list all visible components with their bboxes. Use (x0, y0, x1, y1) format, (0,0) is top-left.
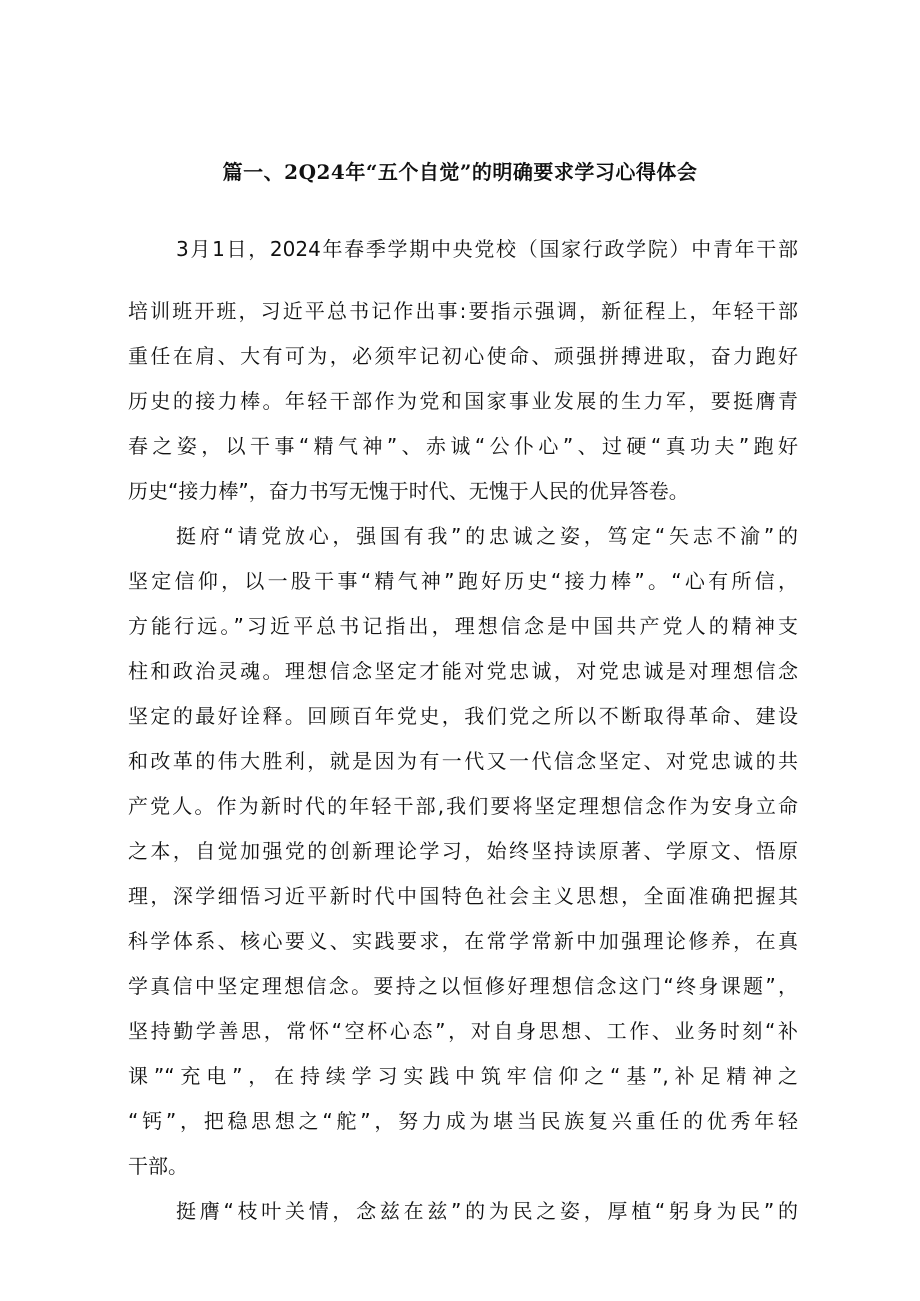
document-title: 篇一、2Q24年“五个自觉”的明确要求学习心得体会 (222, 160, 698, 184)
paragraph-1-line-2: 培训班开班，习近平总书记作出事:要指示强调，新征程上，年轻干部 (128, 299, 798, 323)
paragraph-2-line-2: 坚定信仰，以一股干事“精气神”跑好历史“接力棒”。“心有所信， (128, 569, 798, 593)
paragraph-2-line-7: 产党人。作为新时代的年轻干部,我们要将坚定理想信念作为安身立命 (128, 794, 798, 818)
paragraph-2-line-1: 挺府“请党放心，强国有我”的忠诚之姿，笃定“矢志不渝”的 (176, 524, 798, 548)
paragraph-1-line-4: 历史的接力棒。年轻干部作为党和国家事业发展的生力军，要挺膺青 (128, 389, 798, 413)
paragraph-2-line-12: 坚持勤学善思，常怀“空杯心态”，对自身思想、工作、业务时刻“补 (128, 1019, 798, 1043)
paragraph-1-line-1: 3月1日，2024年春季学期中央党校（国家行政学院）中青年干部 (176, 237, 798, 261)
paragraph-2-line-10: 科学体系、核心要义、实践要求，在常学常新中加强理论修养，在真 (128, 929, 798, 953)
paragraph-1-line-6: 历史“接力棒”，奋力书写无愧于时代、无愧于人民的优异答卷。 (128, 479, 689, 503)
paragraph-2-line-13: 课”“充电”，在持续学习实践中筑牢信仰之“基”,补足精神之 (128, 1064, 798, 1088)
paragraph-1-line-5: 春之姿，以干事“精气神”、赤诚“公仆心”、过硬“真功夫”跑好 (128, 434, 798, 458)
paragraph-2-line-3: 方能行远。”习近平总书记指出，理想信念是中国共产党人的精神支 (128, 614, 798, 638)
paragraph-2-line-6: 和改革的伟大胜利，就是因为有一代又一代信念坚定、对党忠诚的共 (128, 749, 798, 773)
paragraph-3-line-1: 挺膺“枝叶关情，念兹在兹”的为民之姿，厚植“躬身为民”的 (176, 1199, 798, 1223)
paragraph-2-line-4: 柱和政治灵魂。理想信念坚定才能对党忠诚，对党忠诚是对理想信念 (128, 659, 798, 683)
paragraph-2-line-9: 理，深学细悟习近平新时代中国特色社会主义思想，全面准确把握其 (128, 884, 798, 908)
paragraph-2-line-11: 学真信中坚定理想信念。要持之以恒修好理想信念这门“终身课题”， (128, 974, 798, 998)
paragraph-2-line-8: 之本，自觉加强党的创新理论学习，始终坚持读原著、学原文、悟原 (128, 839, 798, 863)
paragraph-2-line-5: 坚定的最好诠释。回顾百年党史，我们党之所以不断取得革命、建设 (128, 704, 798, 728)
paragraph-2-line-15: 干部。 (128, 1154, 188, 1178)
paragraph-1-line-3: 重任在肩、大有可为，必须牢记初心使命、顽强拼搏进取，奋力跑好 (128, 344, 798, 368)
paragraph-2-line-14: “钙”，把稳思想之“舵”，努力成为堪当民族复兴重任的优秀年轻 (128, 1109, 798, 1133)
